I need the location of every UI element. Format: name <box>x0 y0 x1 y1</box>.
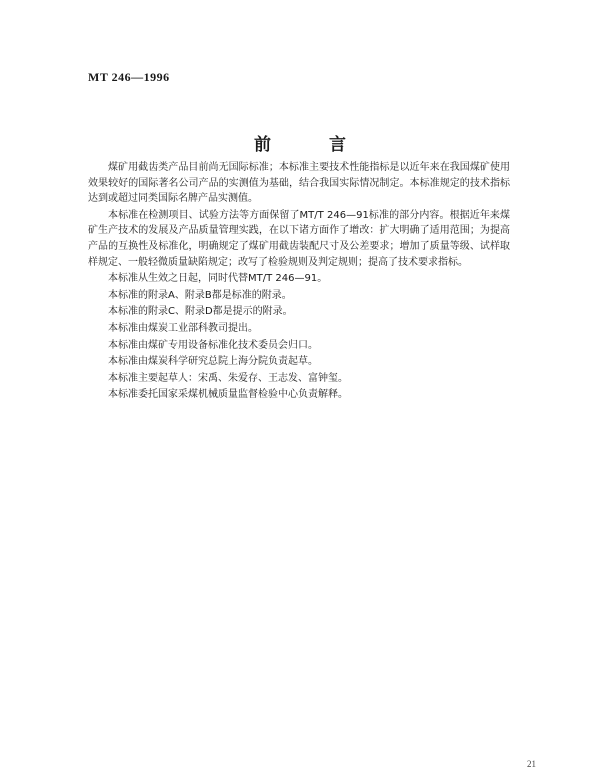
paragraph: 本标准由煤炭科学研究总院上海分院负责起草。 <box>108 356 318 368</box>
standard-code: MT 246—1996 <box>88 70 170 84</box>
paragraph: 煤矿用截齿类产品目前尚无国际标准；本标准主要技术性能指标是以近年来在我国煤矿使用效果较好的国际著名公司产品的实测值为基础，结合我国实际情况制定。本标准规定的技术指标达到或超过同类国际名牌产品实测值。 <box>88 162 510 205</box>
paragraph: 本标准在检测项目、试验方法等方面保留了MT/T 246—91标准的部分内容。根据近年来煤矿生产技术的发展及产品质量管理实践，在以下诸方面作了增改：扩大明确了适用范围；为提高产品的互换性及标准化，明确规定了煤矿用截齿装配尺寸及公差要求；增加了质量等级、试样取样规定、一般轻微质量缺陷规定；改写了检验规则及判定规则；提高了技术要求指标。 <box>88 209 510 268</box>
page-number: 21 <box>527 759 536 769</box>
foreword-body <box>88 160 510 404</box>
paragraph: 本标准从生效之日起，同时代替MT/T 246—91。 <box>108 273 328 285</box>
paragraph: 本标准主要起草人：宋禹、朱爱存、王志发、富钟玺。 <box>108 372 348 384</box>
paragraph: 本标准由煤矿专用设备标准化技术委员会归口。 <box>108 339 318 351</box>
paragraph: 本标准的附录C、附录D都是提示的附录。 <box>108 306 293 318</box>
paragraph: 本标准由煤炭工业部科教司提出。 <box>108 322 258 334</box>
page-title: 前 言 <box>254 135 372 155</box>
paragraph: 本标准委托国家采煤机械质量监督检验中心负责解释。 <box>108 389 348 401</box>
paragraph: 本标准的附录A、附录B都是标准的附录。 <box>108 289 292 301</box>
